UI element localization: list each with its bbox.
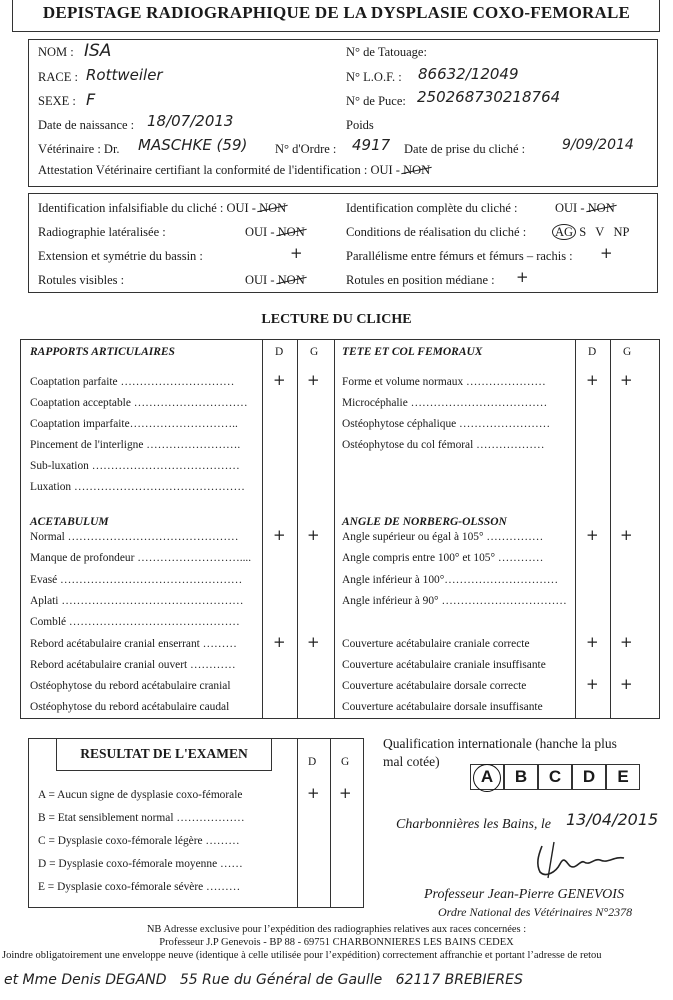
angle-title: ANGLE DE NORBERG-OLSSON xyxy=(342,516,507,528)
handwritten-signature xyxy=(520,838,630,884)
tete-row-mark-d: + xyxy=(586,371,599,389)
tete-row-mark-g: + xyxy=(620,371,633,389)
puce-value: 250268730218764 xyxy=(417,88,561,106)
acetabulum-row-label: Evasé ………………………………………… xyxy=(30,573,243,586)
rotules-mediane-value: + xyxy=(516,268,529,286)
reading-divider-center xyxy=(334,339,335,719)
lateralisee-choice xyxy=(245,225,305,240)
tete-row-label: Microcéphalie ……………………………… xyxy=(342,397,548,409)
ordre-value: 4917 xyxy=(352,136,391,154)
angle-row-label: Angle inférieur à 100°………………………… xyxy=(342,573,559,586)
race-value: Rottweiler xyxy=(86,66,163,84)
result-col-g: G xyxy=(341,756,350,768)
acetabulum-row-mark-g: + xyxy=(307,632,320,651)
extension-label: Extension et symétrie du bassin : xyxy=(38,249,203,263)
rotules-mediane-label: Rotules en position médiane : xyxy=(346,273,495,287)
tete-row-label: Ostéophytose céphalique …………………… xyxy=(342,418,551,430)
angle-row-mark-g: + xyxy=(620,526,633,544)
footer-line-3: Joindre obligatoirement une enveloppe neuve (identique à celle utilisée pour l’expédition) correctement affranchie et portant l’adresse de retou xyxy=(2,950,602,961)
acetabulum-row-mark-d: + xyxy=(273,632,286,651)
parallelisme-value: + xyxy=(600,244,613,262)
nom-value: ISA xyxy=(84,41,112,61)
rotules-non: NON xyxy=(277,273,305,287)
reading-divider-g-left xyxy=(297,339,298,719)
date-cliche-value: 9/09/2014 xyxy=(562,137,634,153)
lecture-title: LECTURE DU CLICHE xyxy=(261,312,412,327)
result-row-label: B = Etat sensiblement normal ……………… xyxy=(38,812,245,824)
angle-row-mark-g: + xyxy=(620,632,633,651)
place-date-label: Charbonnières les Bains, le xyxy=(396,817,552,832)
complete-label: Identification complète du cliché : xyxy=(346,201,518,215)
rotules-oui: OUI - xyxy=(245,273,275,287)
sexe-label: SEXE : xyxy=(38,94,76,108)
race-label: RACE : xyxy=(38,70,78,84)
realisation-label: Conditions de réalisation du cliché : xyxy=(346,225,527,239)
rapports-row-mark-g: + xyxy=(307,371,320,389)
signature-date: 13/04/2015 xyxy=(566,810,659,829)
angle-row-label: Couverture acétabulaire craniale correcte xyxy=(342,637,530,650)
attestation-text: Attestation Vétérinaire certifiant la conformité de l'identification : OUI - xyxy=(38,163,400,177)
footer-line-2: Professeur J.P Genevois - BP 88 - 69751 CHARBONNIERES LES BAINS CEDEX xyxy=(159,937,514,948)
lof-label: N° L.O.F. : xyxy=(346,70,402,84)
acetabulum-row-mark-d: + xyxy=(273,526,286,544)
grade-box-b: B xyxy=(504,764,538,790)
reading-divider-d-right xyxy=(575,339,576,719)
extension-value: + xyxy=(290,244,303,262)
col-g-right: G xyxy=(623,346,632,358)
lateralisee-oui: OUI - xyxy=(245,225,275,239)
puce-label: N° de Puce: xyxy=(346,94,406,108)
angle-row-mark-g: + xyxy=(620,675,633,694)
result-divider-g xyxy=(330,738,331,908)
tete-row-label: Ostéophytose du col fémoral ……………… xyxy=(342,439,545,451)
rapports-row-mark-d: + xyxy=(273,371,286,389)
date-cliche-label: Date de prise du cliché : xyxy=(404,142,526,156)
qualification-title-2: mal cotée) xyxy=(383,754,440,769)
result-row-label: E = Dysplasie coxo-fémorale sévère ……… xyxy=(38,881,241,893)
result-row-mark-d: + xyxy=(307,784,320,802)
angle-row-label: Couverture acétabulaire dorsale correcte xyxy=(342,680,527,693)
ordre-label: N° d'Ordre : xyxy=(275,142,337,156)
acetabulum-row-label: Comblé ……………………………………… xyxy=(30,616,240,629)
footer-line-1: NB Adresse exclusive pour l’expédition des radiographies relatives aux races concernées : xyxy=(146,924,527,935)
result-title: RESULTAT DE L'EXAMEN xyxy=(80,746,248,761)
rotules-label: Rotules visibles : xyxy=(38,273,125,287)
result-row-label: A = Aucun signe de dysplasie coxo-fémorale xyxy=(38,789,243,801)
angle-row-label: Couverture acétabulaire dorsale insuffisante xyxy=(342,701,543,714)
result-col-d: D xyxy=(308,756,317,768)
veterinaire-label: Vétérinaire : Dr. xyxy=(38,142,120,156)
qualification-title-1: Qualification internationale (hanche la plus xyxy=(383,736,617,751)
lateralisee-label: Radiographie latéralisée : xyxy=(38,225,166,239)
angle-row-mark-d: + xyxy=(586,675,599,694)
angle-row-mark-d: + xyxy=(586,632,599,651)
result-row-label: D = Dysplasie coxo-fémorale moyenne …… xyxy=(38,858,243,870)
rapports-row-label: Coaptation parfaite ………………………… xyxy=(30,376,235,388)
page-title: DEPISTAGE RADIOGRAPHIQUE DE LA DYSPLASIE COXO-FEMORALE xyxy=(42,3,631,22)
rapports-row-label: Coaptation imparfaite……………………….. xyxy=(30,418,238,430)
reading-divider-d-left xyxy=(262,339,263,719)
angle-row-mark-d: + xyxy=(586,526,599,544)
realisation-ag: AG xyxy=(552,224,576,240)
complete-non: NON xyxy=(587,201,615,215)
nom-label: NOM : xyxy=(38,45,74,59)
angle-row-label: Angle inférieur à 90° …………………………… xyxy=(342,594,567,607)
acetabulum-row-mark-g: + xyxy=(307,526,320,544)
acetabulum-row-label: Rebord acétabulaire cranial enserrant ……… xyxy=(30,637,237,650)
result-divider-d xyxy=(297,738,298,908)
acetabulum-row-label: Normal ……………………………………… xyxy=(30,531,239,543)
parallelisme-label: Parallélisme entre fémurs et fémurs – rachis : xyxy=(346,249,573,263)
sexe-value: F xyxy=(86,90,96,109)
rapports-row-label: Coaptation acceptable ………………………… xyxy=(30,397,248,409)
reading-divider-g-right xyxy=(610,339,611,719)
poids-label: Poids xyxy=(346,118,374,132)
realisation-rest: S V NP xyxy=(579,225,630,239)
selected-grade-circle xyxy=(473,764,501,792)
professor-ordre: Ordre National des Vétérinaires N°2378 xyxy=(438,905,633,919)
acetabulum-row-label: Aplati ………………………………………… xyxy=(30,594,244,607)
acetabulum-row-label: Ostéophytose du rebord acétabulaire caudal xyxy=(30,701,230,714)
lof-value: 86632/12049 xyxy=(418,65,519,83)
naissance-value: 18/07/2013 xyxy=(147,112,234,130)
result-row-label: C = Dysplasie coxo-fémorale légère ……… xyxy=(38,835,240,847)
complete-choice xyxy=(555,201,615,216)
rotules-choice xyxy=(245,273,305,288)
angle-row-label: Couverture acétabulaire craniale insuffisante xyxy=(342,658,546,671)
veterinaire-value: MASCHKE (59) xyxy=(138,136,248,154)
tete-title: TETE ET COL FEMORAUX xyxy=(342,346,483,358)
grade-box-e: E xyxy=(606,764,640,790)
rapports-title: RAPPORTS ARTICULAIRES xyxy=(30,346,175,358)
attestation-non: NON xyxy=(403,163,431,177)
handwritten-address: et Mme Denis DEGAND 55 Rue du Général de Gaulle 62117 BREBIERES xyxy=(4,972,523,988)
rapports-row-label: Pincement de l'interligne ……………………. xyxy=(30,439,241,451)
result-row-mark-g: + xyxy=(339,784,352,802)
attestation-label xyxy=(38,163,430,178)
acetabulum-row-label: Rebord acétabulaire cranial ouvert ………… xyxy=(30,658,236,671)
complete-oui: OUI - xyxy=(555,201,585,215)
col-d-right: D xyxy=(588,346,597,358)
acetabulum-row-label: Manque de profondeur ……………………….... xyxy=(30,552,252,565)
rapports-row-label: Luxation ……………………………………… xyxy=(30,481,245,493)
acetabulum-title: ACETABULUM xyxy=(30,516,109,528)
infalsifiable-label: Identification infalsifiable du cliché : OUI - xyxy=(38,201,256,215)
professor-name: Professeur Jean-Pierre GENEVOIS xyxy=(424,887,624,902)
tete-row-label: Forme et volume normaux ………………… xyxy=(342,376,546,388)
grade-box-c: C xyxy=(538,764,572,790)
grade-box-d: D xyxy=(572,764,606,790)
naissance-label: Date de naissance : xyxy=(38,118,135,132)
grade-box-a: A xyxy=(470,764,504,790)
infalsifiable-non: NON xyxy=(259,201,287,215)
lateralisee-non: NON xyxy=(277,225,305,239)
realisation-choice xyxy=(552,224,629,240)
rapports-row-label: Sub-luxation ………………………………… xyxy=(30,460,240,472)
angle-row-label: Angle supérieur ou égal à 105° …………… xyxy=(342,531,544,543)
col-g-left: G xyxy=(310,346,319,358)
col-d-left: D xyxy=(275,346,284,358)
acetabulum-row-label: Ostéophytose du rebord acétabulaire cranial xyxy=(30,680,231,693)
angle-row-label: Angle compris entre 100° et 105° ………… xyxy=(342,552,544,565)
tatouage-label: N° de Tatouage: xyxy=(346,45,427,59)
infalsifiable-row xyxy=(38,201,286,216)
